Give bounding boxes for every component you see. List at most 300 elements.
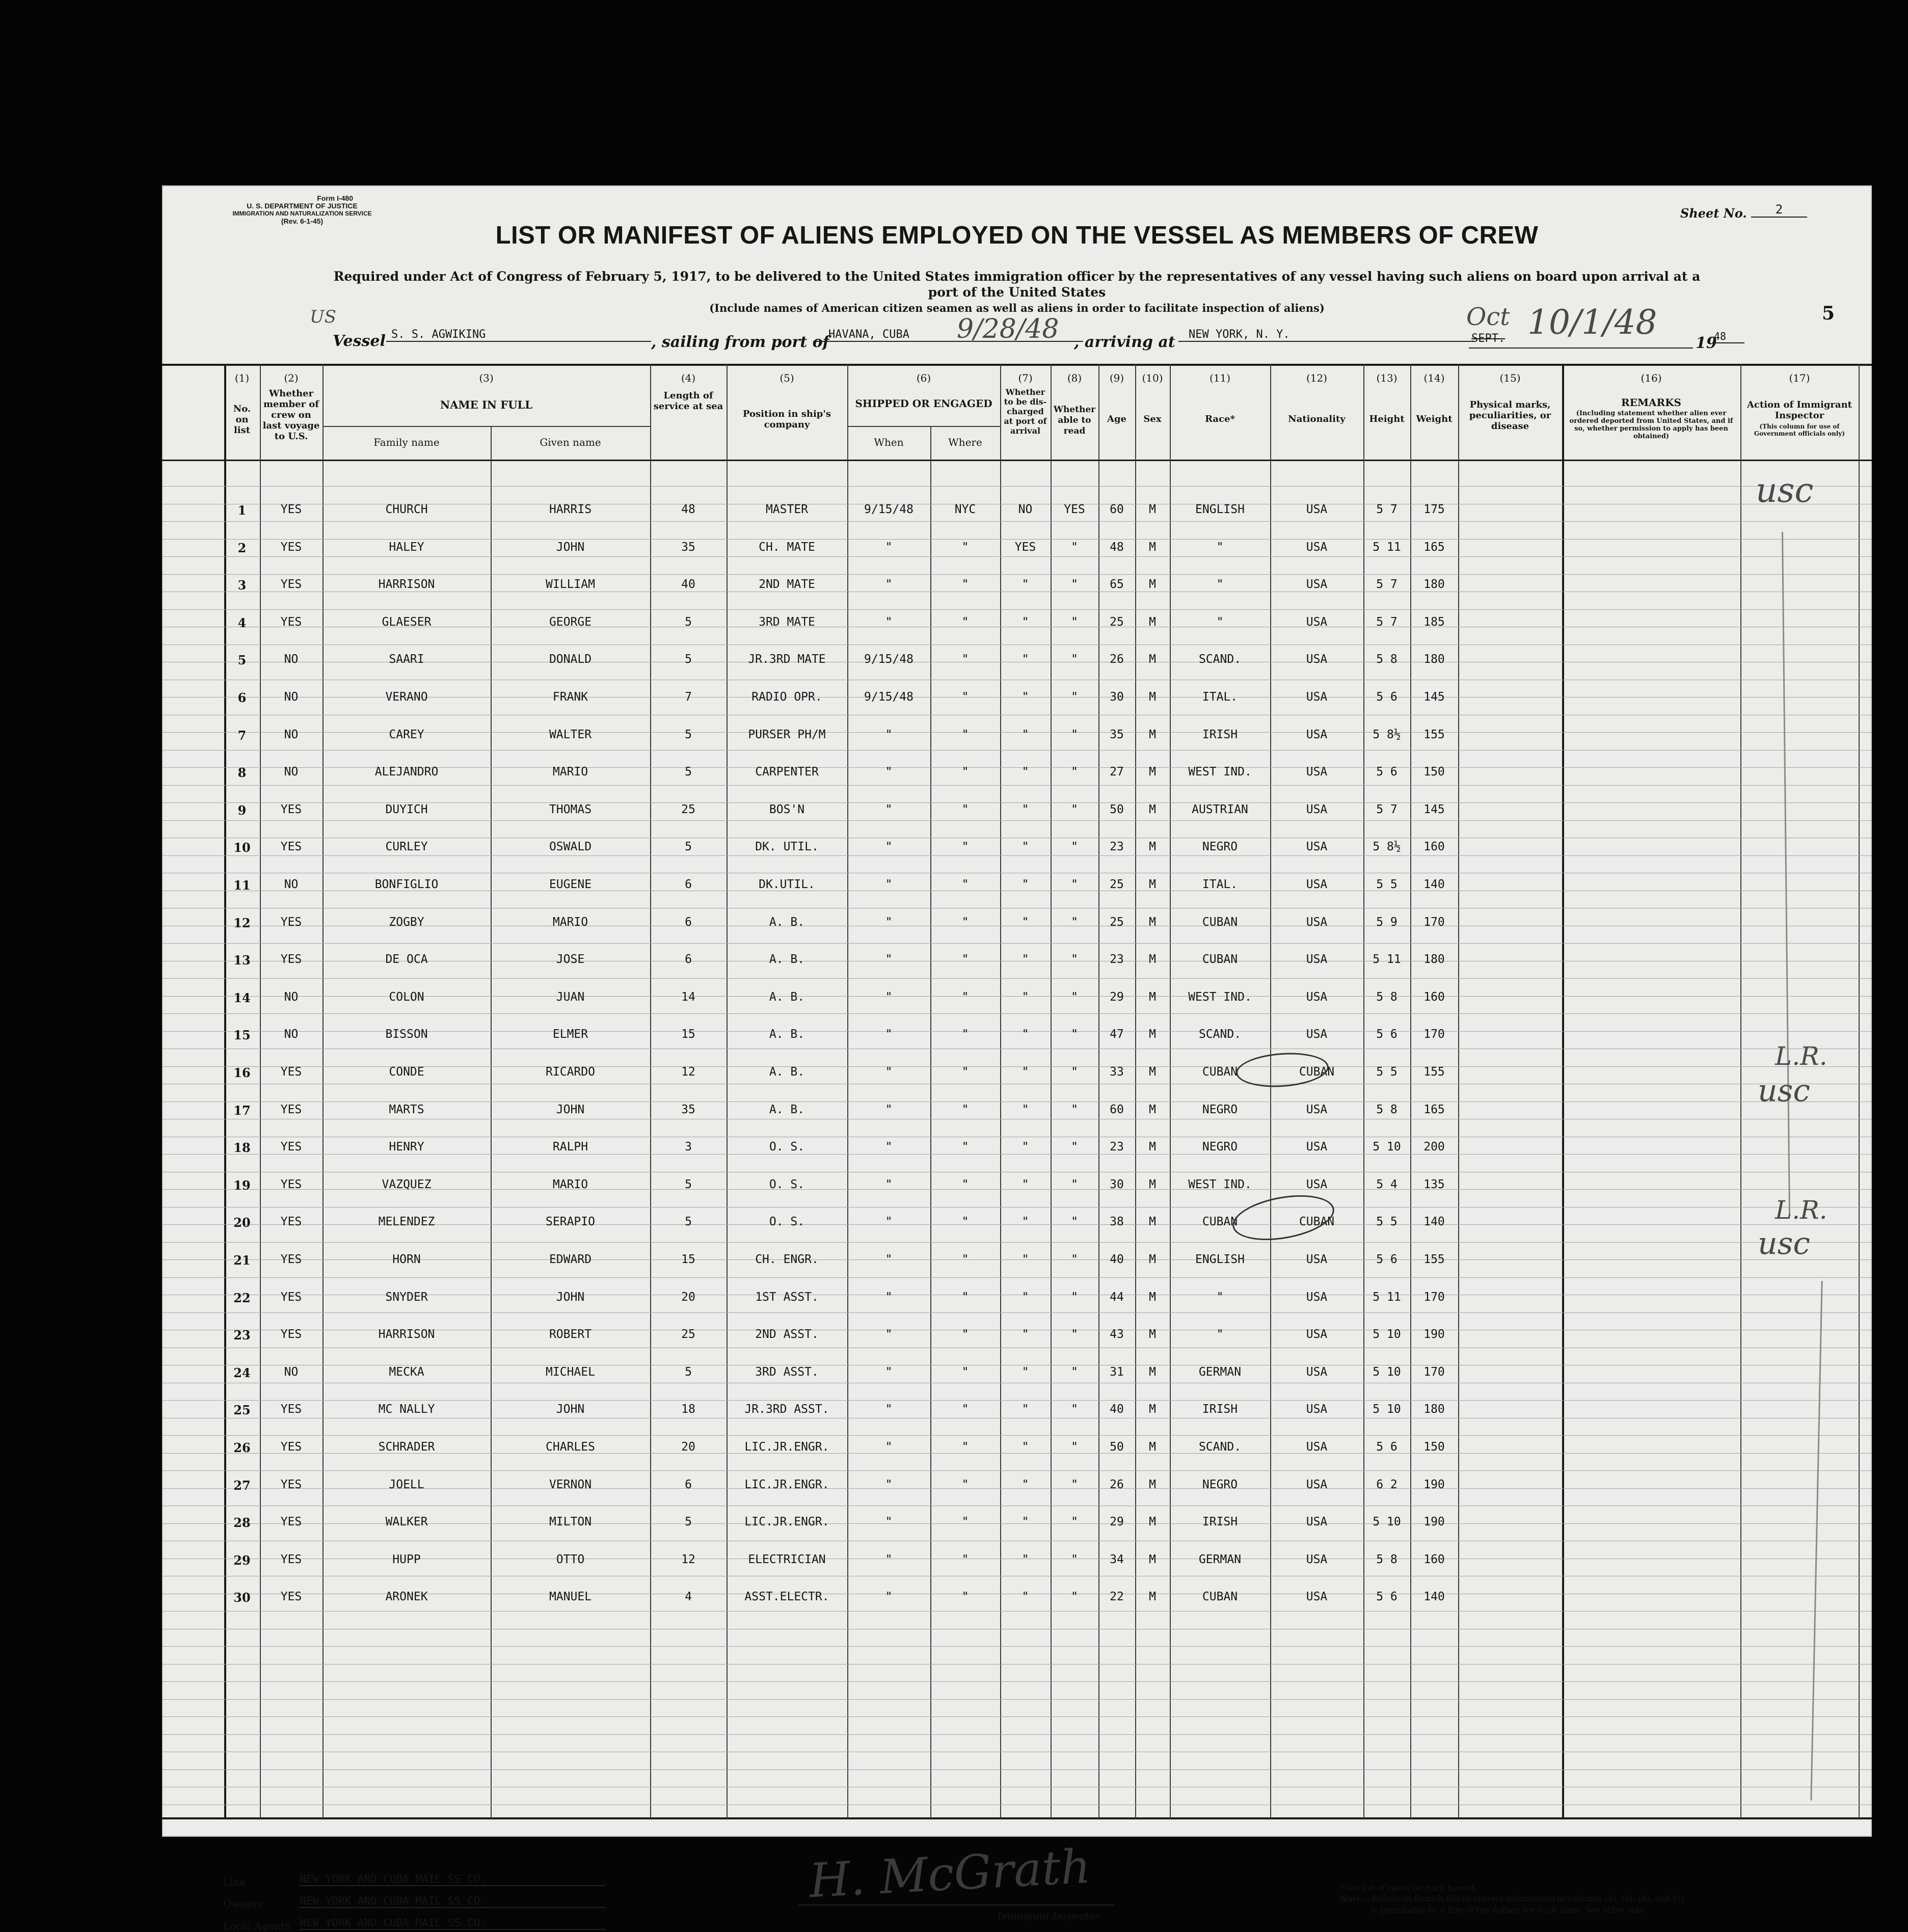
cell-given-name: OSWALD	[549, 840, 592, 853]
month-typed-struck: SEPT.	[1471, 332, 1506, 345]
cell-height: 5 7	[1376, 803, 1398, 816]
cell-height: 5 6	[1376, 1590, 1398, 1603]
cell-row-number: 21	[233, 1253, 251, 1268]
cell-crew-last-voyage: YES	[280, 1478, 302, 1491]
cell-able-to-read: "	[1071, 1515, 1078, 1528]
cell-sex: M	[1149, 1178, 1156, 1191]
cell-given-name: MILTON	[549, 1515, 592, 1528]
cell-shipped-where: NYC	[954, 503, 976, 516]
cell-to-be-discharged: "	[1022, 840, 1029, 853]
cell-race: "	[1216, 1328, 1224, 1341]
cell-row-number: 26	[233, 1440, 251, 1455]
cell-height: 5 6	[1376, 1253, 1398, 1266]
cell-given-name: ROBERT	[549, 1328, 592, 1341]
col-number: (2)	[284, 372, 299, 384]
cell-shipped-where: "	[961, 690, 969, 704]
signature-line	[799, 1904, 1115, 1906]
inspector-mark: usc	[1758, 1073, 1811, 1109]
cell-to-be-discharged: "	[1022, 1328, 1029, 1341]
sheet-number-value: 2	[1751, 202, 1807, 218]
cell-able-to-read: "	[1071, 1178, 1078, 1191]
cell-family-name: CONDE	[389, 1065, 424, 1079]
col-number: (8)	[1067, 372, 1082, 384]
col-number: (6)	[916, 372, 931, 384]
cell-family-name: HUPP	[392, 1553, 421, 1566]
cell-nationality: USA	[1306, 1590, 1328, 1603]
ruled-line	[162, 574, 1872, 575]
cell-shipped-where: "	[961, 1028, 969, 1041]
cell-weight: 160	[1423, 1553, 1445, 1566]
cell-shipped-where: "	[961, 1515, 969, 1528]
cell-shipped-where: "	[961, 728, 969, 741]
cell-weight: 200	[1423, 1140, 1445, 1153]
col-number: (1)	[234, 372, 250, 384]
cell-to-be-discharged: "	[1022, 578, 1029, 591]
table-top-border	[162, 364, 1872, 366]
cell-shipped-when: "	[885, 878, 893, 891]
col-line	[1859, 364, 1860, 1818]
cell-race: CUBAN	[1202, 1215, 1238, 1228]
vessel-name: S. S. AGWIKING	[386, 328, 651, 342]
cell-able-to-read: "	[1071, 916, 1078, 929]
cell-race: CUBAN	[1202, 953, 1238, 966]
cell-able-to-read: "	[1071, 1478, 1078, 1491]
table-header-bottom-border	[162, 460, 1872, 461]
cell-sex: M	[1149, 916, 1156, 929]
cell-position: JR.3RD ASST.	[744, 1403, 829, 1416]
cell-race: "	[1216, 1291, 1224, 1304]
cell-sex: M	[1149, 728, 1156, 741]
cell-able-to-read: "	[1071, 1103, 1078, 1116]
ruled-line	[162, 1154, 1872, 1155]
cell-nationality: USA	[1306, 803, 1328, 816]
cell-shipped-where: "	[961, 1403, 969, 1416]
cell-height: 5 7	[1376, 503, 1398, 516]
cell-family-name: GLAESER	[382, 615, 432, 629]
cell-shipped-when: "	[885, 1178, 893, 1191]
ruled-line	[162, 556, 1872, 557]
cell-age: 40	[1110, 1253, 1124, 1266]
cell-age: 44	[1110, 1291, 1124, 1304]
cell-race: WEST IND.	[1188, 990, 1252, 1004]
cell-family-name: BISSON	[385, 1028, 428, 1041]
cell-length-of-service: 20	[681, 1440, 695, 1454]
cell-race: GERMAN	[1198, 1365, 1242, 1379]
cell-given-name: JOHN	[556, 1403, 585, 1416]
cell-weight: 180	[1423, 578, 1445, 591]
cell-shipped-when: "	[885, 990, 893, 1004]
cell-to-be-discharged: "	[1022, 728, 1029, 741]
name-subheader-line	[323, 426, 650, 427]
cell-able-to-read: "	[1071, 1403, 1078, 1416]
subtitle-requirement: Required under Act of Congress of February 5, 1917, to be delivered to the United States immigration officer by the representatives of any vessel having such aliens on board upon arrival at a	[333, 269, 1701, 284]
cell-length-of-service: 7	[685, 690, 692, 704]
cell-able-to-read: "	[1071, 1253, 1078, 1266]
cell-height: 5 10	[1373, 1403, 1401, 1416]
cell-crew-last-voyage: YES	[280, 1065, 302, 1079]
cell-given-name: GEORGE	[549, 615, 592, 629]
header-discharged: Whether to be dis-charged at port of arrival	[1004, 387, 1047, 436]
cell-family-name: ARONEK	[385, 1590, 428, 1603]
cell-weight: 155	[1423, 728, 1445, 741]
cell-position: 3RD ASST.	[755, 1365, 819, 1379]
footer-line-label: Line	[223, 1876, 246, 1888]
cell-length-of-service: 5	[685, 765, 692, 779]
cell-length-of-service: 20	[681, 1291, 695, 1304]
cell-nationality: USA	[1306, 765, 1328, 779]
cell-length-of-service: 25	[681, 803, 695, 816]
cell-height: 5 8	[1376, 1103, 1398, 1116]
cell-shipped-where: "	[961, 1590, 969, 1603]
cell-weight: 150	[1423, 765, 1445, 779]
cell-shipped-when: "	[885, 578, 893, 591]
cell-family-name: BONFIGLIO	[374, 878, 439, 891]
cell-sex: M	[1149, 690, 1156, 704]
cell-race: GERMAN	[1198, 1553, 1242, 1566]
cell-length-of-service: 12	[681, 1065, 695, 1079]
header-nationality: Nationality	[1288, 414, 1346, 424]
cell-age: 30	[1110, 1178, 1124, 1191]
ruled-line	[162, 1312, 1872, 1313]
cell-family-name: JOELL	[389, 1478, 424, 1491]
cell-weight: 180	[1423, 953, 1445, 966]
cell-length-of-service: 5	[685, 653, 692, 666]
cell-crew-last-voyage: NO	[284, 990, 299, 1004]
cell-age: 50	[1110, 1440, 1124, 1454]
cell-able-to-read: "	[1071, 541, 1078, 554]
cell-height: 5 5	[1376, 878, 1398, 891]
cell-able-to-read: "	[1071, 803, 1078, 816]
cell-weight: 190	[1423, 1328, 1445, 1341]
cell-age: 47	[1110, 1028, 1124, 1041]
cell-weight: 180	[1423, 1403, 1445, 1416]
cell-family-name: ALEJANDRO	[374, 765, 439, 779]
cell-able-to-read: "	[1071, 1590, 1078, 1603]
arrival-port: NEW YORK, N. Y.	[1178, 328, 1474, 342]
cell-shipped-when: "	[885, 1291, 893, 1304]
inspector-ditto-line	[1782, 532, 1790, 1215]
cell-able-to-read: "	[1071, 1065, 1078, 1079]
cell-sex: M	[1149, 1590, 1156, 1603]
cell-crew-last-voyage: NO	[284, 690, 299, 704]
cell-age: 29	[1110, 990, 1124, 1004]
subtitle-port: port of the United States	[928, 285, 1106, 300]
cell-shipped-when: "	[885, 840, 893, 853]
col-number: (13)	[1376, 372, 1398, 384]
races-note: *See list of races on back hereof.	[1340, 1883, 1477, 1893]
ruled-line	[162, 1242, 1872, 1243]
cell-able-to-read: "	[1071, 1215, 1078, 1228]
cell-age: 65	[1110, 578, 1124, 591]
col-number: (4)	[681, 372, 696, 384]
cell-sex: M	[1149, 615, 1156, 629]
cell-shipped-when: "	[885, 1140, 893, 1153]
ruled-line	[162, 1400, 1872, 1401]
cell-length-of-service: 6	[685, 1478, 692, 1491]
cell-height: 5 5	[1376, 1065, 1398, 1079]
cell-height: 6 2	[1376, 1478, 1398, 1491]
cell-height: 5 11	[1373, 953, 1401, 966]
form-revision: (Rev. 6-1-45)	[281, 217, 324, 225]
cell-shipped-where: "	[961, 1065, 969, 1079]
cell-shipped-where: "	[961, 1440, 969, 1454]
cell-shipped-where: "	[961, 1253, 969, 1266]
cell-sex: M	[1149, 803, 1156, 816]
cell-age: 60	[1110, 1103, 1124, 1116]
cell-height: 5 6	[1376, 765, 1398, 779]
col-line	[1458, 364, 1459, 1818]
col-number: (11)	[1209, 372, 1231, 384]
cell-race: AUSTRIAN	[1192, 803, 1248, 816]
cell-to-be-discharged: "	[1022, 878, 1029, 891]
cell-height: 5 10	[1373, 1365, 1401, 1379]
cell-to-be-discharged: "	[1022, 1590, 1029, 1603]
month-handwritten: Oct	[1466, 303, 1510, 331]
cell-position: CH. ENGR.	[755, 1253, 819, 1266]
cell-sex: M	[1149, 1403, 1156, 1416]
cell-sex: M	[1149, 578, 1156, 591]
cell-weight: 160	[1423, 840, 1445, 853]
cell-shipped-when: "	[885, 765, 893, 779]
cell-weight: 170	[1423, 1291, 1445, 1304]
ruled-line	[162, 486, 1872, 487]
cell-nationality: USA	[1306, 990, 1328, 1004]
cell-able-to-read: "	[1071, 1440, 1078, 1454]
cell-to-be-discharged: "	[1022, 1253, 1029, 1266]
cell-nationality: USA	[1306, 690, 1328, 704]
cell-weight: 165	[1423, 1103, 1445, 1116]
header-age: Age	[1107, 414, 1126, 424]
footer-agents-value: NEW YORK AND CUBA MAIL SS CO.	[300, 1917, 605, 1930]
cell-position: O. S.	[769, 1140, 805, 1153]
ruled-line	[162, 1013, 1872, 1014]
cell-nationality: USA	[1306, 541, 1328, 554]
cell-race: NEGRO	[1202, 1478, 1238, 1491]
cell-crew-last-voyage: YES	[280, 840, 302, 853]
cell-weight: 140	[1423, 1215, 1445, 1228]
cell-race: WEST IND.	[1188, 1178, 1252, 1191]
cell-to-be-discharged: "	[1022, 1065, 1029, 1079]
cell-length-of-service: 35	[681, 541, 695, 554]
cell-sex: M	[1149, 953, 1156, 966]
cell-length-of-service: 3	[685, 1140, 692, 1153]
cell-crew-last-voyage: YES	[280, 916, 302, 929]
cell-family-name: HARRISON	[378, 578, 435, 591]
cell-to-be-discharged: "	[1022, 1140, 1029, 1153]
cell-length-of-service: 5	[685, 840, 692, 853]
cell-able-to-read: YES	[1064, 503, 1085, 516]
cell-crew-last-voyage: YES	[280, 953, 302, 966]
cell-shipped-where: "	[961, 1178, 969, 1191]
cell-weight: 140	[1423, 878, 1445, 891]
cell-to-be-discharged: "	[1022, 765, 1029, 779]
cell-to-be-discharged: "	[1022, 1403, 1029, 1416]
footer-owners-value: NEW YORK AND CUBA MAIL SS CO.	[300, 1895, 605, 1908]
cell-to-be-discharged: YES	[1014, 541, 1036, 554]
cell-to-be-discharged: "	[1022, 1215, 1029, 1228]
cell-family-name: HORN	[392, 1253, 421, 1266]
cell-given-name: MARIO	[552, 916, 588, 929]
cell-given-name: DONALD	[549, 653, 592, 666]
cell-crew-last-voyage: NO	[284, 878, 299, 891]
cell-sex: M	[1149, 878, 1156, 891]
header-action-inspector: Action of Immigrant Inspector	[1747, 399, 1852, 421]
cell-nationality: USA	[1306, 953, 1328, 966]
cell-nationality: USA	[1306, 1440, 1328, 1454]
cell-sex: M	[1149, 840, 1156, 853]
cell-to-be-discharged: "	[1022, 1178, 1029, 1191]
cell-given-name: ELMER	[552, 1028, 588, 1041]
cell-family-name: HALEY	[389, 541, 424, 554]
cell-sex: M	[1149, 765, 1156, 779]
cell-length-of-service: 5	[685, 728, 692, 741]
cell-given-name: MARIO	[552, 1178, 588, 1191]
cell-position: RADIO OPR.	[751, 690, 822, 704]
header-weight: Weight	[1416, 414, 1453, 424]
cell-family-name: WALKER	[385, 1515, 428, 1528]
cell-position: BOS'N	[769, 803, 805, 816]
cell-row-number: 6	[237, 690, 247, 705]
cell-crew-last-voyage: YES	[280, 803, 302, 816]
cell-nationality: USA	[1306, 1028, 1328, 1041]
cell-weight: 190	[1423, 1515, 1445, 1528]
cell-family-name: SAARI	[389, 653, 424, 666]
cell-family-name: SCHRADER	[378, 1440, 435, 1454]
col-number: (7)	[1018, 372, 1033, 384]
ruled-line	[162, 1435, 1872, 1436]
cell-age: 31	[1110, 1365, 1124, 1379]
cell-given-name: RICARDO	[546, 1065, 595, 1079]
ruled-line	[162, 1207, 1872, 1208]
cell-nationality: USA	[1306, 1328, 1328, 1341]
cell-shipped-when: "	[885, 728, 893, 741]
cell-position: A. B.	[769, 916, 805, 929]
header-no-on-list: No. on list	[233, 404, 251, 436]
col-number: (9)	[1109, 372, 1124, 384]
cell-nationality: USA	[1306, 1178, 1328, 1191]
cell-sex: M	[1149, 653, 1156, 666]
cell-nationality: USA	[1306, 615, 1328, 629]
cell-length-of-service: 4	[685, 1590, 692, 1603]
cell-position: 1ST ASST.	[755, 1291, 819, 1304]
cell-age: 26	[1110, 653, 1124, 666]
cell-height: 5 8	[1376, 653, 1398, 666]
cell-able-to-read: "	[1071, 765, 1078, 779]
cell-family-name: ZOGBY	[389, 916, 424, 929]
cell-crew-last-voyage: NO	[284, 653, 299, 666]
cell-weight: 170	[1423, 916, 1445, 929]
header-given-name: Given name	[540, 436, 601, 448]
cell-position: JR.3RD MATE	[748, 653, 826, 666]
cell-nationality: USA	[1306, 578, 1328, 591]
cell-crew-last-voyage: YES	[280, 1215, 302, 1228]
cell-able-to-read: "	[1071, 578, 1078, 591]
cell-given-name: EDWARD	[549, 1253, 592, 1266]
cell-row-number: 16	[233, 1065, 251, 1080]
ruled-line	[162, 943, 1872, 944]
cell-family-name: VAZQUEZ	[382, 1178, 432, 1191]
cell-age: 25	[1110, 878, 1124, 891]
cell-to-be-discharged: "	[1022, 990, 1029, 1004]
cell-family-name: MECKA	[389, 1365, 424, 1379]
cell-position: A. B.	[769, 1028, 805, 1041]
cell-sex: M	[1149, 541, 1156, 554]
cell-crew-last-voyage: YES	[280, 1515, 302, 1528]
cell-shipped-where: "	[961, 953, 969, 966]
cell-length-of-service: 12	[681, 1553, 695, 1566]
cell-height: 5 10	[1373, 1328, 1401, 1341]
immigrant-inspector-label: Immigrant Inspector.	[998, 1911, 1101, 1922]
cell-length-of-service: 18	[681, 1403, 695, 1416]
inspector-mark: L.R.	[1775, 1041, 1828, 1071]
col-line	[1562, 364, 1564, 1818]
cell-family-name: MARTS	[389, 1103, 424, 1116]
cell-crew-last-voyage: YES	[280, 1590, 302, 1603]
cell-shipped-where: "	[961, 541, 969, 554]
inspector-mark: usc	[1758, 1226, 1811, 1262]
cell-race: NEGRO	[1202, 840, 1238, 853]
cell-height: 5 8	[1376, 990, 1398, 1004]
cell-age: 27	[1110, 765, 1124, 779]
footer-line-value: NEW YORK AND CUBA MAIL SS CO.	[300, 1873, 605, 1886]
cell-crew-last-voyage: YES	[280, 1403, 302, 1416]
cell-weight: 170	[1423, 1028, 1445, 1041]
cell-sex: M	[1149, 1440, 1156, 1454]
cell-able-to-read: "	[1071, 690, 1078, 704]
cell-family-name: SNYDER	[385, 1291, 428, 1304]
cell-row-number: 9	[237, 803, 247, 818]
cell-sex: M	[1149, 1291, 1156, 1304]
cell-length-of-service: 48	[681, 503, 695, 516]
cell-age: 23	[1110, 840, 1124, 853]
inspector-mark: usc	[1756, 471, 1814, 510]
cell-shipped-when: "	[885, 1440, 893, 1454]
cell-shipped-where: "	[961, 990, 969, 1004]
ruled-line	[162, 785, 1872, 786]
cell-able-to-read: "	[1071, 878, 1078, 891]
cell-row-number: 22	[233, 1291, 251, 1305]
header-length-service: Length of service at sea	[653, 390, 723, 412]
cell-given-name: WALTER	[549, 728, 592, 741]
cell-shipped-when: 9/15/48	[864, 653, 913, 666]
cell-weight: 135	[1423, 1178, 1445, 1191]
cell-shipped-where: "	[961, 653, 969, 666]
cell-height: 5 8½	[1373, 840, 1401, 853]
cell-shipped-where: "	[961, 803, 969, 816]
form-number: Form I-480	[317, 194, 353, 202]
cell-family-name: VERANO	[385, 690, 428, 704]
header-shipped-engaged: SHIPPED OR ENGAGED	[855, 397, 992, 410]
cell-age: 38	[1110, 1215, 1124, 1228]
cell-race: CUBAN	[1202, 1065, 1238, 1079]
cell-height: 5 6	[1376, 1028, 1398, 1041]
cell-shipped-when: "	[885, 1515, 893, 1528]
ruled-line	[162, 1611, 1872, 1612]
cell-position: O. S.	[769, 1178, 805, 1191]
cell-nationality: CUBAN	[1299, 1065, 1335, 1079]
cell-position: ASST.ELECTR.	[744, 1590, 829, 1603]
cell-position: DK. UTIL.	[755, 840, 819, 853]
cell-to-be-discharged: "	[1022, 1553, 1029, 1566]
footer-agents-label: Local Agents	[223, 1920, 290, 1932]
cell-crew-last-voyage: YES	[280, 1291, 302, 1304]
cell-race: ITAL.	[1202, 878, 1238, 891]
cell-race: ENGLISH	[1195, 1253, 1245, 1266]
cell-sex: M	[1149, 1478, 1156, 1491]
cell-family-name: DE OCA	[385, 953, 428, 966]
cell-shipped-where: "	[961, 578, 969, 591]
cell-row-number: 17	[233, 1103, 251, 1118]
